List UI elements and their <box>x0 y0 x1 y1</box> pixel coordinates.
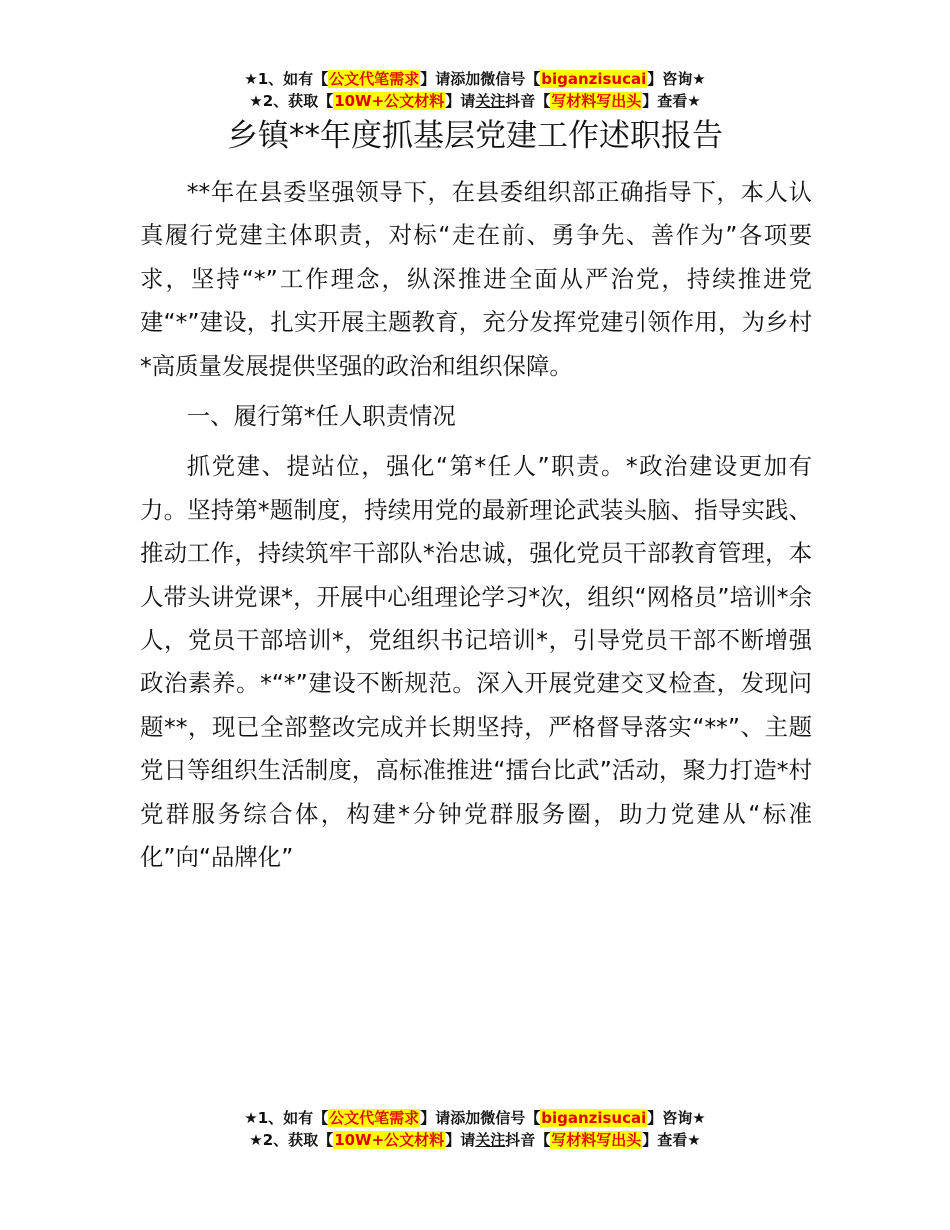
promo-notice-top <box>0 68 950 112</box>
section-heading: 一、履行第*任人职责情况 <box>186 402 456 431</box>
paragraph-detail: 抓党建、提站位，强化“第*任人”职责。*政治建设更加有力。坚持第*题制度，持续用党的最新理论武装头脑、指导实践、推动工作，持续筑牢干部队*治忠诚，强化党员干部教育管理，本人带头讲党课*，开展中心组理论学习*次，组织“网格员”培训*余人，党员干部培训*，党组织书记培训*，引导党员干部不断增强政治素养。*“*”建设不断规范。深入开展党建交叉检查，发现问题**，现已全部整改完成并长期坚持，严格督导落实“**”、主题党日等组织生活制度，高标准推进“擂台比武”活动，聚力打造*村党群服务综合体，构建*分钟党群服务圈，助力党建从“标准化”向“品牌化” <box>140 452 812 872</box>
promo-line-2-highlight-materials: 10W+公文材料 <box>334 92 445 110</box>
document-title: 乡镇**年度抓基层党建工作述职报告 <box>227 118 723 154</box>
promo-line-2-highlight-materials: 10W+公文材料 <box>334 1131 445 1149</box>
promo-line-2-middle-a: 】请 <box>445 1131 476 1149</box>
promo-line-2-middle-b: 抖音【 <box>505 1131 551 1149</box>
promo-line-1-suffix: 】咨询★ <box>647 70 706 88</box>
promo-line-1-prefix: ★1、如有【 <box>244 70 329 88</box>
promo-line-2-highlight-account: 写材料写出头 <box>551 92 642 110</box>
promo-line-2-follow: 关注 <box>475 92 506 110</box>
promo-line-1-highlight-service: 公文代笔需求 <box>329 70 420 88</box>
paragraph-intro: **年在县委坚强领导下，在县委组织部正确指导下，本人认真履行党建主体职责，对标“走在前、勇争先、善作为”各项要求，坚持“*”工作理念，纵深推进全面从严治党，持续推进党建“*”建设，扎实开展主题教育，充分发挥党建引领作用，为乡村*高质量发展提供坚强的政治和组织保障。 <box>140 178 812 380</box>
promo-line-1 <box>0 1107 950 1129</box>
promo-line-2 <box>0 1129 950 1151</box>
promo-line-1-highlight-wechat: biganzisucai <box>541 1109 647 1127</box>
promo-line-1-middle: 】请添加微信号【 <box>420 70 541 88</box>
promo-line-2-middle-b: 抖音【 <box>505 92 551 110</box>
promo-line-2-middle-a: 】请 <box>445 92 476 110</box>
promo-line-2-prefix: ★2、获取【 <box>249 1131 334 1149</box>
promo-line-1-highlight-service: 公文代笔需求 <box>329 1109 420 1127</box>
promo-line-2 <box>0 90 950 112</box>
promo-line-1-middle: 】请添加微信号【 <box>420 1109 541 1127</box>
promo-line-1-suffix: 】咨询★ <box>647 1109 706 1127</box>
promo-line-2-suffix: 】查看★ <box>642 1131 701 1149</box>
promo-line-2-highlight-account: 写材料写出头 <box>551 1131 642 1149</box>
promo-notice-bottom <box>0 1107 950 1151</box>
document-body <box>140 171 812 880</box>
promo-line-1-prefix: ★1、如有【 <box>244 1109 329 1127</box>
promo-line-2-follow: 关注 <box>475 1131 506 1149</box>
promo-line-1-highlight-wechat: biganzisucai <box>541 70 647 88</box>
promo-line-2-prefix: ★2、获取【 <box>249 92 334 110</box>
promo-line-2-suffix: 】查看★ <box>642 92 701 110</box>
promo-line-1 <box>0 68 950 90</box>
